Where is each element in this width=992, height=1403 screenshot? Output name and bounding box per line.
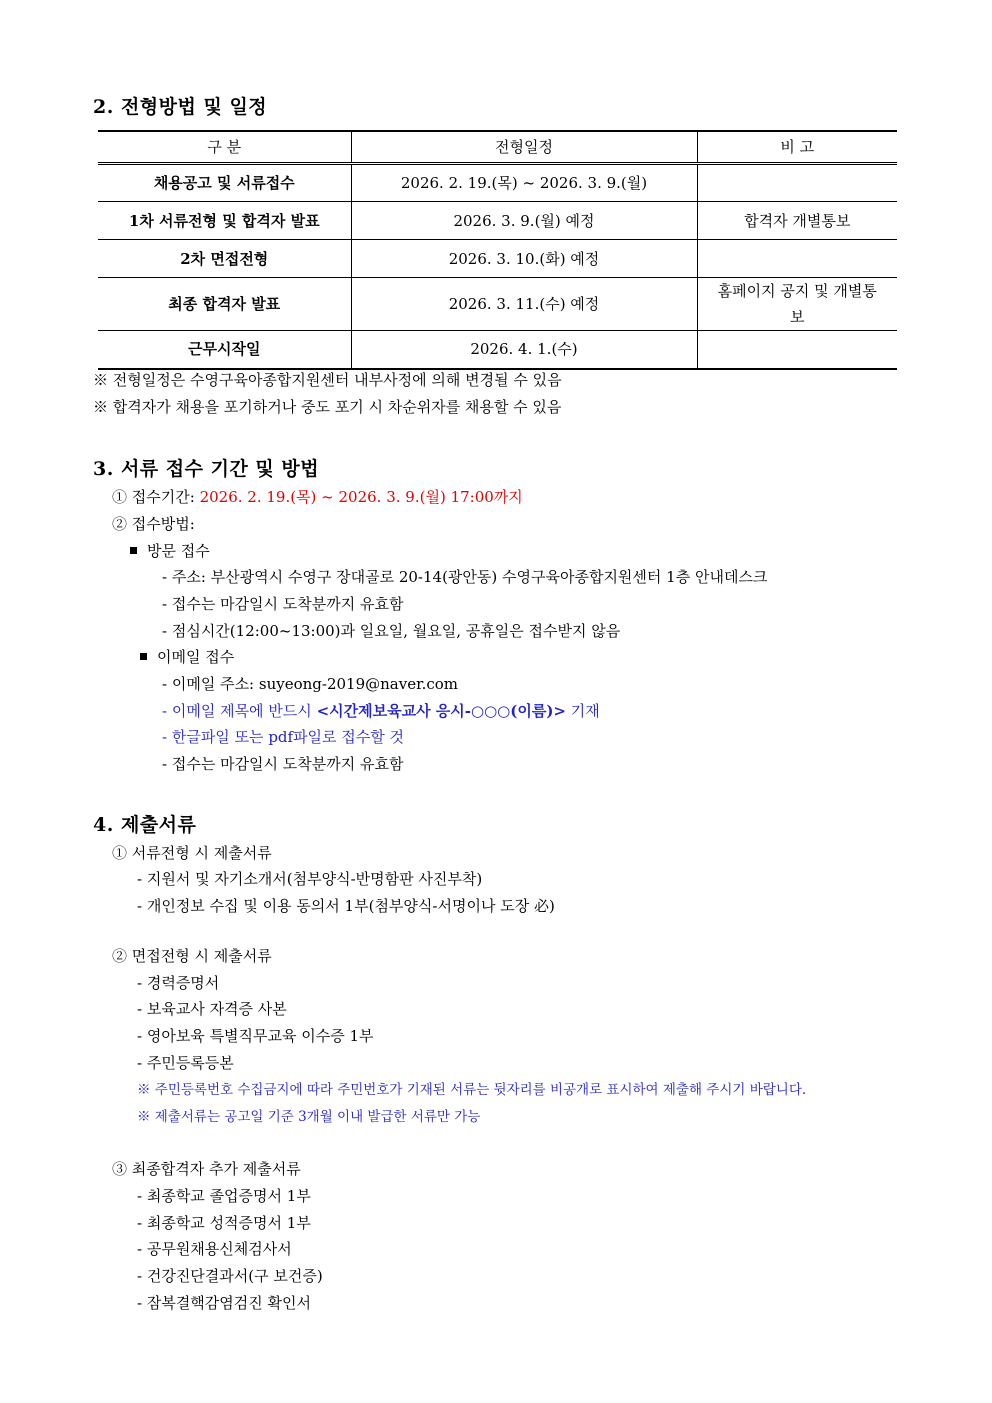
list-item: - 최종학교 성적증명서 1부 xyxy=(137,1214,311,1232)
table-row xyxy=(98,202,897,240)
submission-period xyxy=(112,487,523,507)
list-item: - 보육교사 자격증 사본 xyxy=(137,1000,287,1018)
schedule-note: ※ 전형일정은 수영구육아종합지원센터 내부사정에 의해 변경될 수 있음 xyxy=(93,371,562,389)
note-cell xyxy=(697,164,897,202)
list-item: - 주소: 부산광역시 수영구 장대골로 20-14(광안동) 수영구육아종합지원센터 1층 안내데스크 xyxy=(162,568,768,586)
note-cell xyxy=(697,240,897,278)
list-item: - 개인정보 수집 및 이용 동의서 1부(첨부양식-서명이나 도장 必) xyxy=(137,897,555,915)
email-deadline: - 접수는 마감일시 도착분까지 유효함 xyxy=(162,755,404,773)
date-cell: 2026. 2. 19.(목) ~ 2026. 3. 9.(월) xyxy=(351,164,697,202)
list-item: - 최종학교 졸업증명서 1부 xyxy=(137,1187,311,1205)
email-format-rule: - 한글파일 또는 pdf파일로 접수할 것 xyxy=(162,728,405,746)
schedule-table xyxy=(98,130,897,370)
stage-cell: 근무시작일 xyxy=(98,331,351,369)
header-schedule: 전형일정 xyxy=(351,131,697,164)
interview-note: ※ 제출서류는 공고일 기준 3개월 이내 발급한 서류만 가능 xyxy=(137,1109,481,1125)
date-cell: 2026. 3. 10.(화) 예정 xyxy=(351,240,697,278)
table-row xyxy=(98,164,897,202)
list-item: - 공무원채용신체검사서 xyxy=(137,1240,292,1258)
square-bullet-icon xyxy=(140,653,147,660)
header-remarks: 비 고 xyxy=(697,131,897,164)
period-label: ① 접수기간: xyxy=(112,488,200,506)
table-row xyxy=(98,278,897,331)
section-2-title: 2. 전형방법 및 일정 xyxy=(93,96,268,118)
list-item: - 지원서 및 자기소개서(첨부양식-반명함판 사진부착) xyxy=(137,870,483,888)
stage-cell: 2차 면접전형 xyxy=(98,240,351,278)
email-label xyxy=(140,647,234,667)
table-row xyxy=(98,331,897,369)
email-label-text: 이메일 접수 xyxy=(157,648,235,666)
final-label: ③ 최종합격자 추가 제출서류 xyxy=(112,1160,301,1178)
interview-note: ※ 주민등록번호 수집금지에 따라 주민번호가 기재된 서류는 뒷자리를 비공개로 표시하여 제출해 주시기 바랍니다. xyxy=(137,1082,807,1098)
email-subject-rule xyxy=(162,701,600,721)
method-label: ② 접수방법: xyxy=(112,515,195,533)
section-3-title: 3. 서류 접수 기간 및 방법 xyxy=(93,458,320,480)
period-value: 2026. 2. 19.(목) ~ 2026. 3. 9.(월) 17:00까지 xyxy=(199,488,523,506)
note-cell: 홈페이지 공지 및 개별통보 xyxy=(697,278,897,331)
table-header-row xyxy=(98,131,897,164)
schedule-note: ※ 합격자가 채용을 포기하거나 중도 포기 시 차순위자를 채용할 수 있음 xyxy=(93,398,562,416)
list-item: - 접수는 마감일시 도착분까지 유효함 xyxy=(162,595,404,613)
visit-label-text: 방문 접수 xyxy=(147,542,210,560)
list-item: - 경력증명서 xyxy=(137,974,220,992)
header-category: 구 분 xyxy=(98,131,351,164)
list-item: - 주민등록등본 xyxy=(137,1054,234,1072)
note-cell: 합격자 개별통보 xyxy=(697,202,897,240)
square-bullet-icon xyxy=(130,547,137,554)
list-item: - 점심시간(12:00~13:00)과 일요일, 월요일, 공휴일은 접수받지 않음 xyxy=(162,622,621,640)
stage-cell: 최종 합격자 발표 xyxy=(98,278,351,331)
email-subject-suffix: 기재 xyxy=(566,702,600,720)
visit-label xyxy=(130,541,210,561)
email-subject-prefix: - 이메일 제목에 반드시 xyxy=(162,702,317,720)
interview-label: ② 면접전형 시 제출서류 xyxy=(112,947,272,965)
list-item: - 건강진단결과서(구 보건증) xyxy=(137,1267,323,1285)
stage-cell: 1차 서류전형 및 합격자 발표 xyxy=(98,202,351,240)
email-address: - 이메일 주소: suyeong-2019@naver.com xyxy=(162,675,459,693)
date-cell: 2026. 4. 1.(수) xyxy=(351,331,697,369)
note-cell xyxy=(697,331,897,369)
date-cell: 2026. 3. 11.(수) 예정 xyxy=(351,278,697,331)
doc-stage-label: ① 서류전형 시 제출서류 xyxy=(112,844,272,862)
table-row xyxy=(98,240,897,278)
stage-cell: 채용공고 및 서류접수 xyxy=(98,164,351,202)
section-4-title: 4. 제출서류 xyxy=(93,814,197,836)
list-item: - 잠복결핵감염검진 확인서 xyxy=(137,1294,311,1312)
email-subject-format: <시간제보육교사 응시-○○○(이름)> xyxy=(316,702,566,720)
date-cell: 2026. 3. 9.(월) 예정 xyxy=(351,202,697,240)
list-item: - 영아보육 특별직무교육 이수증 1부 xyxy=(137,1027,374,1045)
